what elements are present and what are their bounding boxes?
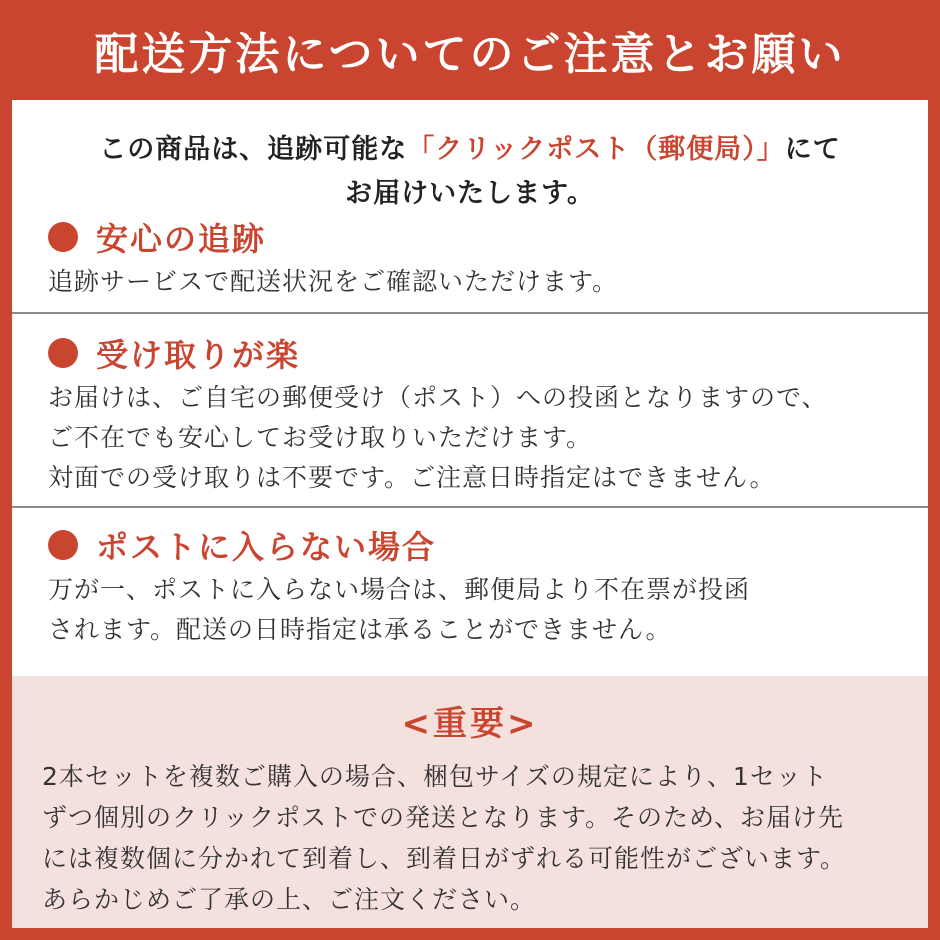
body-line: には複数個に分かれて到着し、到着日がずれる可能性がございます。 [42, 844, 847, 873]
section-title: ポストに入らない場合 [48, 520, 908, 570]
page-title: 配送方法についてのご注意とお願い [94, 29, 846, 80]
section-not-fit [48, 520, 908, 650]
section-body [48, 262, 908, 302]
notice-panel [12, 100, 928, 928]
body-line: あらかじめご了承の上、ご注文ください。 [42, 885, 537, 914]
body-line: ずつ個別のクリックポストでの発送となります。そのため、お届け先 [42, 803, 845, 832]
section-tracking [48, 212, 908, 302]
section-title: 受け取りが楽 [48, 328, 908, 378]
bullet-dot-icon [48, 530, 78, 560]
section-body [48, 570, 908, 650]
bullet-dot-icon [48, 222, 78, 252]
body-line: 2本セットを複数ご購入の場合、梱包サイズの規定により、1セット [42, 762, 828, 791]
section-body [48, 378, 908, 498]
important-notice [12, 676, 928, 928]
body-line: ご不在でも安心してお受け取りいただけます。 [48, 423, 593, 452]
clickpost-highlight: 「クリックポスト（郵便局）」 [407, 134, 785, 165]
body-line: されます。配送の日時指定は承ることができません。 [48, 615, 672, 644]
intro-line-2: お届けいたします。 [345, 178, 595, 209]
section-easy-receipt [48, 328, 908, 498]
body-line: お届けは、ご自宅の郵便受け（ポスト）への投函となりますので、 [48, 383, 828, 412]
body-line: 対面での受け取りは不要です。ご注意日時指定はできません。 [48, 463, 776, 492]
intro-line-1: この商品は、追跡可能な「クリックポスト（郵便局）」にて [99, 134, 841, 165]
important-body [42, 756, 922, 920]
body-line: 追跡サービスで配送状況をご確認いただけます。 [48, 267, 619, 296]
body-line: 万が一、ポストに入らない場合は、郵便局より不在票が投函 [48, 575, 751, 604]
intro-text [12, 128, 928, 216]
divider [12, 312, 928, 314]
bullet-dot-icon [48, 338, 78, 368]
section-title: 安心の追跡 [48, 212, 908, 262]
important-title: <重要> [401, 704, 539, 744]
divider [12, 506, 928, 508]
